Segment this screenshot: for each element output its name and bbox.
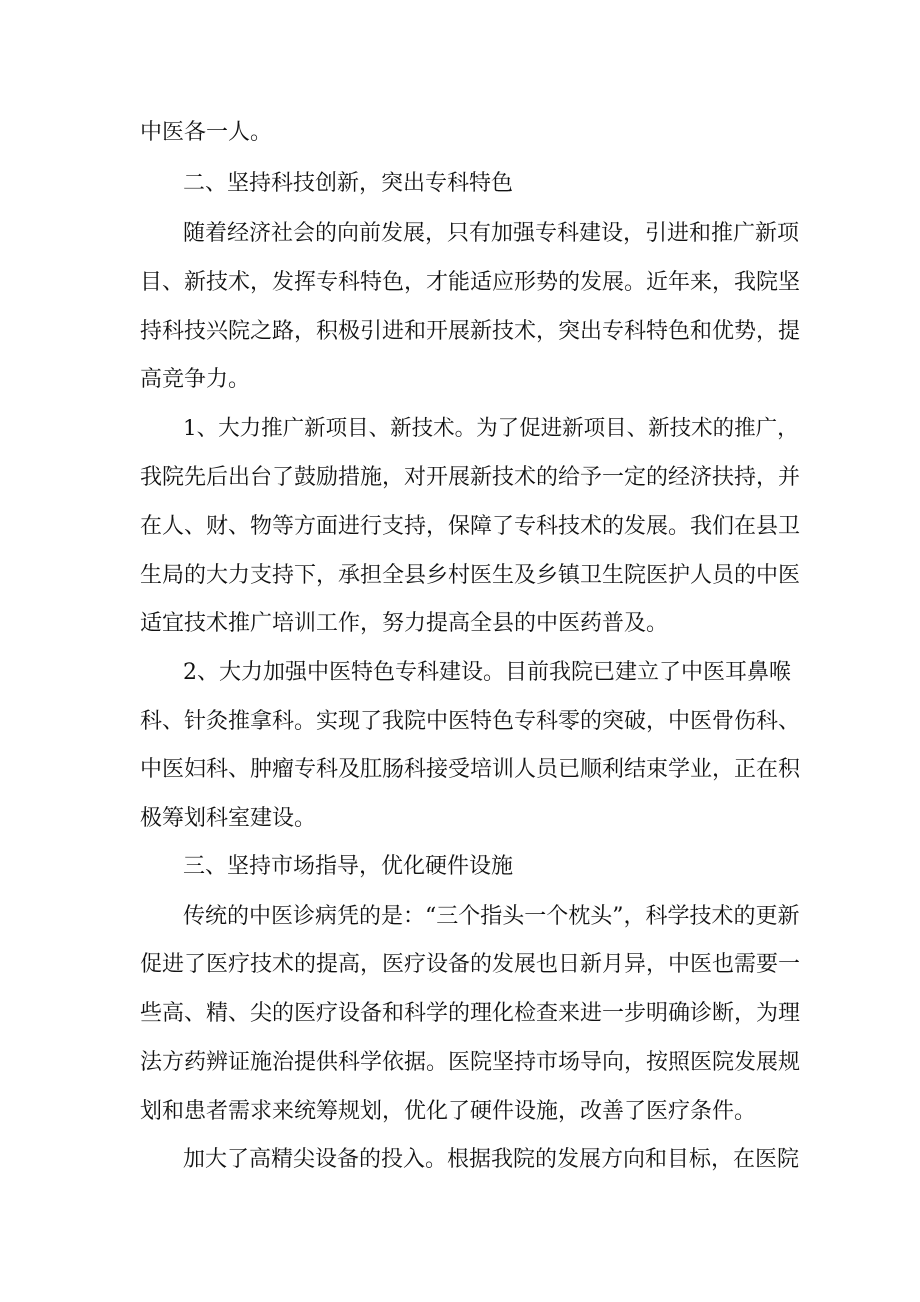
section-heading: 三、坚持市场指导，优化硬件设施 (183, 854, 514, 879)
paragraph-line: 促进了医疗技术的提高，医疗设备的发展也日新月异，中医也需要一 (140, 952, 801, 977)
paragraph-line: 适宜技术推广培训工作，努力提高全县的中医药普及。 (140, 611, 669, 636)
paragraph-line: 些高、精、尖的医疗设备和科学的理化检查来进一步明确诊断，为理 (140, 1001, 801, 1026)
section-heading: 二、坚持科技创新，突出专科特色 (183, 171, 514, 196)
paragraph-line: 传统的中医诊病凭的是：“三个指头一个枕头”，科学技术的更新 (183, 904, 800, 929)
paragraph-line: 高竞争力。 (140, 367, 251, 392)
paragraph-line: 划和患者需求来统筹规划，优化了硬件设施，改善了医疗条件。 (140, 1099, 757, 1124)
paragraph-line: 随着经济社会的向前发展，只有加强专科建设，引进和推广新项 (183, 221, 800, 246)
paragraph-line: 生局的大力支持下，承担全县乡村医生及乡镇卫生院医护人员的中医 (140, 563, 801, 588)
paragraph-line: 中医各一人。 (140, 120, 273, 145)
paragraph-line: 在人、财、物等方面进行支持，保障了专科技术的发展。我们在县卫 (140, 514, 801, 539)
paragraph-line: 2、大力加强中医特色专科建设。目前我院已建立了中医耳鼻喉 (183, 660, 791, 685)
paragraph-line: 目、新技术，发挥专科特色，才能适应形势的发展。近年来，我院坚 (140, 270, 801, 295)
paragraph-line: 持科技兴院之路，积极引进和开展新技术，突出专科特色和优势，提 (140, 319, 801, 344)
paragraph-line: 我院先后出台了鼓励措施，对开展新技术的给予一定的经济扶持，并 (140, 465, 801, 490)
paragraph-line: 1、大力推广新项目、新技术。为了促进新项目、新技术的推广， (183, 416, 799, 441)
paragraph-line: 科、针灸推拿科。实现了我院中医特色专科零的突破，中医骨伤科、 (140, 709, 801, 734)
paragraph-line: 中医妇科、肿瘤专科及肛肠科接受培训人员已顺利结束学业，正在积 (140, 757, 801, 782)
paragraph-line: 法方药辨证施治提供科学依据。医院坚持市场导向，按照医院发展规 (140, 1050, 801, 1075)
paragraph-line: 加大了高精尖设备的投入。根据我院的发展方向和目标，在医院 (183, 1147, 800, 1172)
paragraph-line: 极筹划科室建设。 (140, 806, 317, 831)
